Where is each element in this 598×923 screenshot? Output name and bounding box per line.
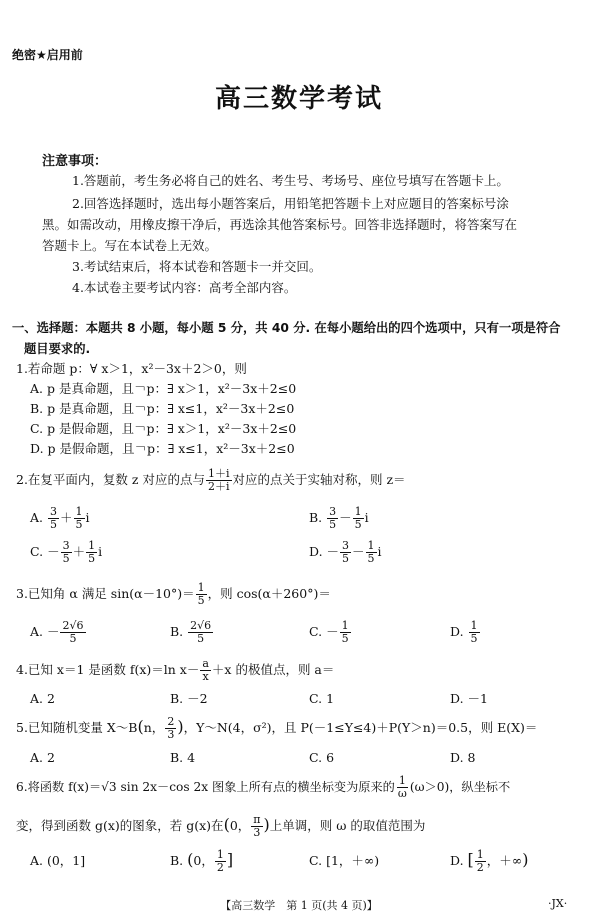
notice-line: 黑。如需改动，用橡皮擦干净后，再选涂其他答案标号。回答非选择题时，将答案写在 [42,217,518,232]
question-3-stem: 3.已知角 α 满足 sin(α－10°)＝ $\frac{1}{5}$ ，则 cos(α＋260°)＝ [16,581,331,607]
question-4-option-c: C. 1 [309,691,335,706]
question-3-option-b: B. $\frac{2√6}{5}$ [170,619,212,645]
question-6-option-b: B. (0， $\frac{1}{2}$ ] [170,848,234,874]
section-heading: 一、选择题：本题共 8 小题，每小题 5 分，共 40 分. 在每小题给出的四个选项中，只有一项是符合 [12,321,561,335]
question-6-option-c: C. [1，＋∞) [309,853,380,868]
question-1-option-b: B. p 是真命题，且￢p：∃ x≤1，x²－3x＋2≤0 [30,401,295,416]
question-6-option-d: D. [ $\frac{1}{2}$ ，＋∞) [450,848,529,874]
question-5-option-a: A. 2 [30,750,55,765]
notice-line: 2.回答选择题时，选出每小题答案后，用铅笔把答题卡上对应题目的答案标号涂 [72,196,509,211]
fraction: $\frac{1+i}{2+i}$ [207,467,230,493]
question-5-option-c: C. 6 [309,750,335,765]
question-6-stem: 6.将函数 f(x)＝√3 sin 2x－cos 2x 图象上所有点的横坐标变为原来的 $\frac{1}{\omega}$ (ω＞0)，纵坐标不 [16,774,511,800]
question-2-option-b: B. $\frac{3}{5}$ － $\frac{1}{5}$ i [309,505,369,531]
notice-line: 1.答题前，考生务必将自己的姓名、考生号、考场号、座位号填写在答题卡上。 [72,173,509,188]
section-heading-cont: 题目要求的. [24,342,91,356]
notice-line: 3.考试结束后，将本试卷和答题卡一并交回。 [72,259,322,274]
question-3-option-d: D. $\frac{1}{5}$ [450,619,478,645]
question-3-option-a: A. － $\frac{2√6}{5}$ [30,619,84,645]
question-6-stem-cont: 变，得到函数 g(x)的图象，若 g(x)在(0， $\frac{\pi}{3}$ )上单调，则 ω 的取值范围为 [16,813,426,839]
question-2-option-c: C. － $\frac{3}{5}$ ＋ $\frac{1}{5}$ i [30,539,103,565]
question-1-stem: 1.若命题 p：∀ x＞1，x²－3x＋2＞0，则 [16,361,247,376]
question-6-option-a: A. (0，1] [30,853,86,868]
question-4-option-a: A. 2 [30,691,55,706]
question-3-option-c: C. － $\frac{1}{5}$ [309,619,349,645]
question-1-option-d: D. p 是假命题，且￢p：∃ x≤1，x²－3x＋2≤0 [30,441,295,456]
question-2-option-a: A. $\frac{3}{5}$ ＋ $\frac{1}{5}$ i [30,505,90,531]
confidential-label: 绝密★启用前 [12,48,83,62]
question-4-option-d: D. －1 [450,691,488,706]
question-4-stem: 4.已知 x＝1 是函数 f(x)＝ln x－ $\frac{a}{x}$ ＋x 的极值点，则 a＝ [16,657,335,683]
question-5-stem: 5.已知随机变量 X～B(n， $\frac{2}{3}$ )，Y～N(4，σ²)，且 P(－1≤Y≤4)＋P(Y＞n)＝0.5，则 E(X)＝ [16,715,538,741]
question-1-option-a: A. p 是真命题，且￢p：∃ x＞1，x²－3x＋2≤0 [30,381,297,396]
notice-line: 答题卡上。写在本试卷上无效。 [42,238,218,253]
question-4-option-b: B. －2 [170,691,208,706]
page-title: 高三数学考试 [214,84,383,114]
question-2-option-d: D. － $\frac{3}{5}$ － $\frac{1}{5}$ i [309,539,382,565]
question-2-stem: 2.在复平面内，复数 z 对应的点与 $\frac{1+i}{2+i}$ 对应的点关于实轴对称，则 z＝ [16,467,406,493]
question-5-option-d: D. 8 [450,750,476,765]
notice-heading: 注意事项： [42,154,108,169]
question-1-option-c: C. p 是假命题，且￢p：∃ x＞1，x²－3x＋2≤0 [30,421,297,436]
footer-code: ·JX· [548,897,568,910]
page-footer: 【高三数学 第 1 页(共 4 页)】 [220,899,378,912]
notice-line: 4.本试卷主要考试内容：高考全部内容。 [72,280,297,295]
question-5-option-b: B. 4 [170,750,196,765]
